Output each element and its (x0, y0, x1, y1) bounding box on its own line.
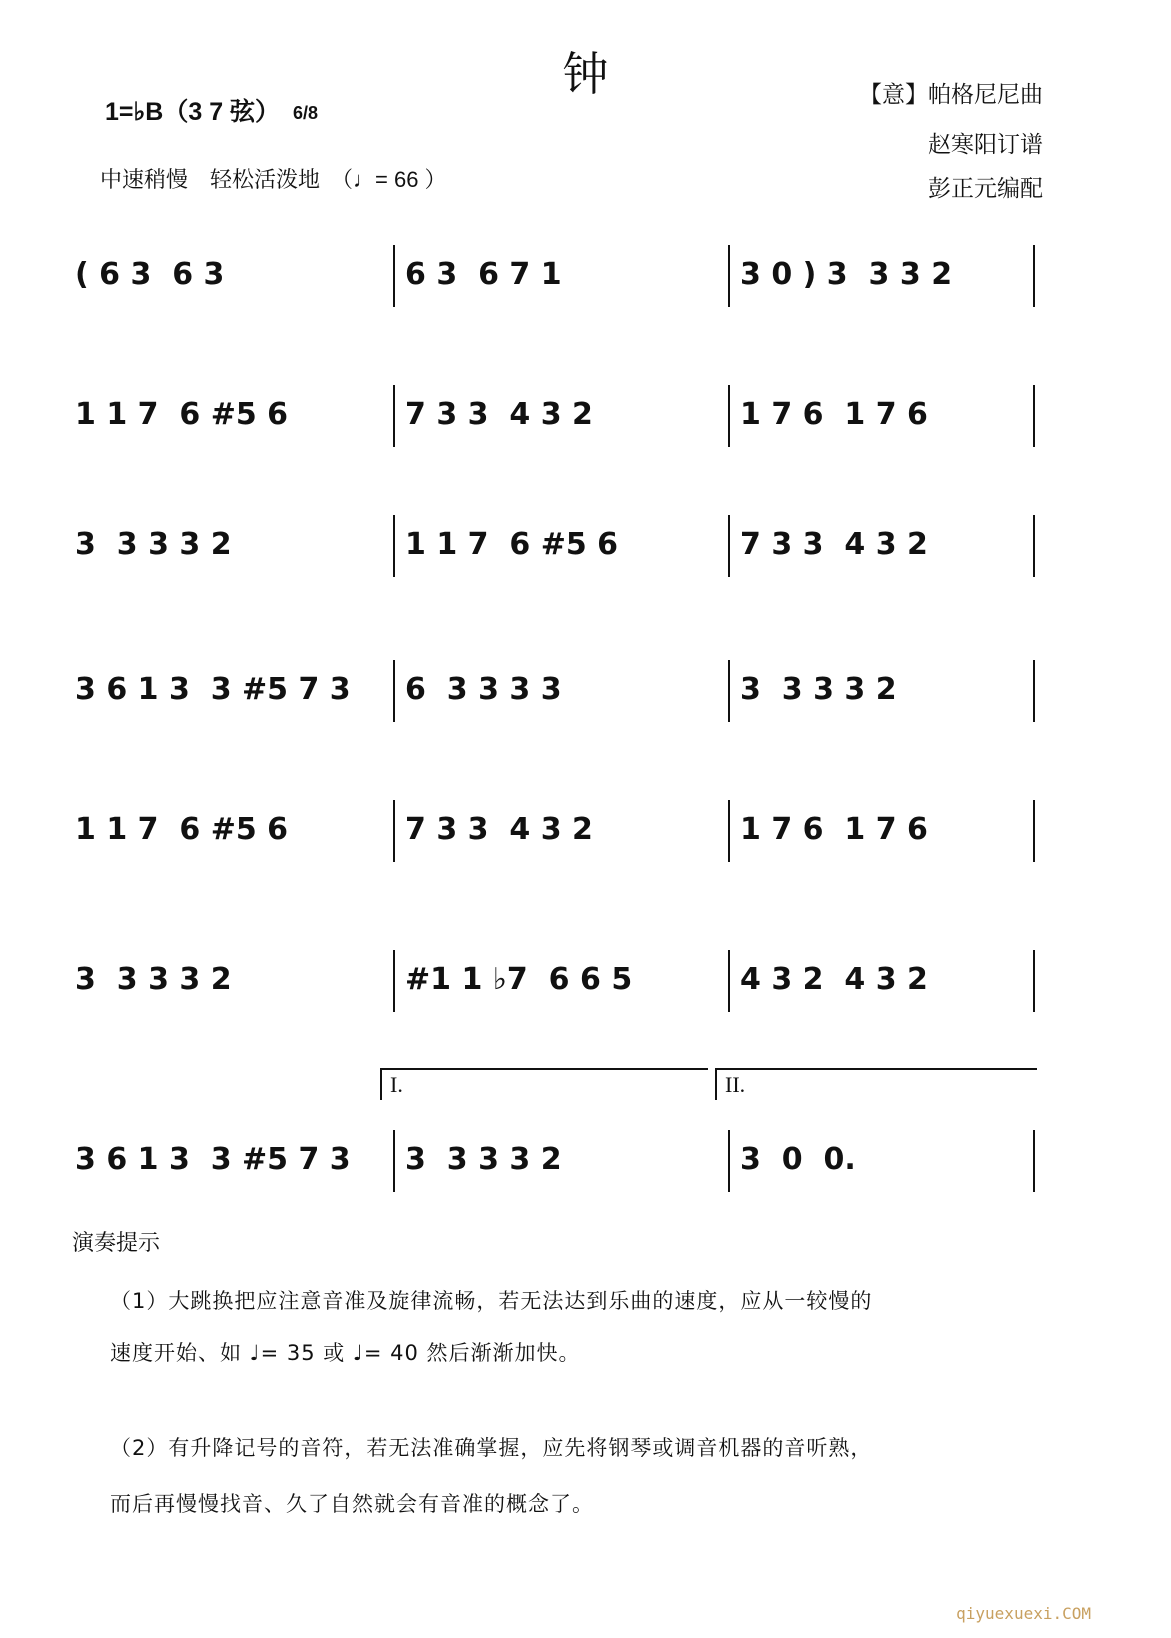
tip-line-3: （2）有升降记号的音符，若无法准确掌握，应先将钢琴或调音机器的音听熟， (110, 1436, 873, 1460)
barline (393, 660, 395, 722)
tip-line-4: 而后再慢慢找音、久了自然就会有音准的概念了。 (110, 1492, 594, 1516)
barline (393, 950, 395, 1012)
measure: 1 1 7 6 #5 6 (75, 397, 289, 432)
volta-1 (380, 1068, 708, 1100)
barline (393, 800, 395, 862)
barline (393, 245, 395, 307)
barline (1033, 800, 1035, 862)
barline (728, 950, 730, 1012)
score-title: 钟 (562, 47, 609, 101)
measure: 1 1 7 6 #5 6 (75, 812, 289, 847)
volta-1-label: I. (390, 1072, 403, 1097)
key-signature (105, 92, 318, 128)
barline (1033, 950, 1035, 1012)
key-text: 1=♭B（3 7 弦） (105, 98, 281, 126)
measure: #1 1 ♭7 6 6 5 (405, 962, 633, 997)
barline (728, 245, 730, 307)
measure: 3 6 1 3 3 #5 7 3 (75, 1142, 351, 1177)
tip-line-1: （1）大跳换把应注意音准及旋律流畅，若无法达到乐曲的速度，应从一较慢的 (110, 1289, 873, 1313)
barline (1033, 385, 1035, 447)
score-line (0, 660, 1070, 770)
score-line (0, 515, 1070, 625)
barline (728, 515, 730, 577)
barline (393, 1130, 395, 1192)
measure: 7 3 3 4 3 2 (740, 527, 928, 562)
tempo-marking: 中速稍慢 轻松活泼地 （♩= 66 ） (100, 167, 447, 192)
barline (728, 660, 730, 722)
score-line (0, 1130, 1070, 1240)
score-line (0, 245, 1070, 355)
measure: 4 3 2 4 3 2 (740, 962, 928, 997)
score-line (0, 950, 1070, 1060)
tips-title: 演奏提示 (72, 1230, 161, 1255)
volta-2 (715, 1068, 1037, 1100)
measure: 1 7 6 1 7 6 (740, 812, 928, 847)
measure: 3 0 0. (740, 1142, 856, 1177)
measure: ( 6 3 6 3 (75, 257, 225, 292)
time-signature: 6/8 (293, 102, 319, 123)
volta-2-label: II. (725, 1072, 746, 1097)
credit-composer: 【意】帕格尼尼曲 (859, 81, 1043, 107)
barline (1033, 1130, 1035, 1192)
measure: 3 6 1 3 3 #5 7 3 (75, 672, 351, 707)
measure: 6 3 3 3 3 (405, 672, 562, 707)
barline (728, 1130, 730, 1192)
barline (728, 385, 730, 447)
barline (728, 800, 730, 862)
measure: 1 7 6 1 7 6 (740, 397, 928, 432)
barline (1033, 515, 1035, 577)
measure: 3 3 3 3 2 (75, 527, 232, 562)
measure: 7 3 3 4 3 2 (405, 397, 593, 432)
barline (1033, 245, 1035, 307)
measure: 1 1 7 6 #5 6 (405, 527, 619, 562)
barline (393, 515, 395, 577)
measure: 3 0 ) 3 3 3 2 (740, 257, 953, 292)
measure: 3 3 3 3 2 (75, 962, 232, 997)
watermark: qiyuexuexi.COM (956, 1604, 1091, 1623)
measure: 7 3 3 4 3 2 (405, 812, 593, 847)
score-line (0, 800, 1070, 910)
barline (1033, 660, 1035, 722)
barline (393, 385, 395, 447)
measure: 6 3 6 7 1 (405, 257, 562, 292)
score-line (0, 385, 1070, 495)
credit-arranger: 彭正元编配 (928, 175, 1043, 201)
measure: 3 3 3 3 2 (405, 1142, 562, 1177)
credit-notation: 赵寒阳订谱 (928, 131, 1043, 157)
tip-line-2: 速度开始、如 ♩= 35 或 ♩= 40 然后渐渐加快。 (110, 1341, 581, 1365)
measure: 3 3 3 3 2 (740, 672, 897, 707)
